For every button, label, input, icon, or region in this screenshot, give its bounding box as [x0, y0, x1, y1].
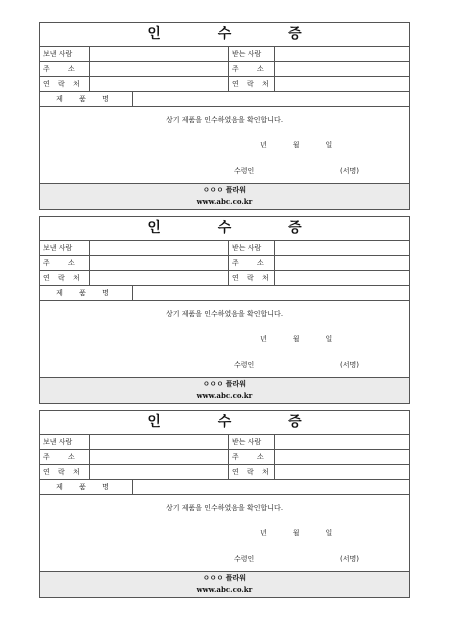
- receipt-footer: [40, 184, 409, 209]
- website-url: www.abc.co.kr: [196, 391, 253, 400]
- product-row: [40, 92, 409, 107]
- sender-contact-label: 연 락 처: [40, 465, 90, 479]
- confirmation-section: [40, 301, 409, 378]
- date-line: [260, 334, 358, 344]
- month-label: 월: [292, 335, 300, 343]
- year-label: 년: [260, 141, 267, 149]
- contact-row: [40, 77, 409, 92]
- company-name: ㅇㅇㅇ 플라워: [202, 185, 246, 194]
- sender-row: [40, 47, 409, 62]
- product-label: 제 품 명: [40, 480, 133, 494]
- receipt-form-3: [39, 410, 410, 598]
- receipt-title: 인 수 증: [40, 411, 409, 435]
- sender-field[interactable]: [90, 47, 229, 61]
- receiver-address-field[interactable]: [275, 256, 409, 270]
- product-label: 제 품 명: [40, 92, 133, 106]
- receipt-footer: [40, 572, 409, 597]
- receipt-title: 인 수 증: [40, 217, 409, 241]
- receiver-label: 받는 사람: [229, 241, 275, 255]
- website-url: www.abc.co.kr: [196, 585, 253, 594]
- year-label: 년: [260, 335, 267, 343]
- sender-address-field[interactable]: [90, 256, 229, 270]
- confirmation-section: [40, 107, 409, 184]
- receiver-address-field[interactable]: [275, 450, 409, 464]
- sender-label: 보낸 사람: [40, 435, 90, 449]
- receiver-contact-label: 연 락 처: [229, 465, 275, 479]
- recipient-label: 수령인: [234, 167, 255, 175]
- confirmation-section: [40, 495, 409, 572]
- recipient-label: 수령인: [234, 555, 255, 563]
- sender-contact-field[interactable]: [90, 77, 229, 91]
- sender-address-label: 주 소: [40, 256, 90, 270]
- product-label: 제 품 명: [40, 286, 133, 300]
- website-url: www.abc.co.kr: [196, 197, 253, 206]
- year-label: 년: [260, 529, 267, 537]
- sender-row: [40, 435, 409, 450]
- receipt-title: 인 수 증: [40, 23, 409, 47]
- sender-address-label: 주 소: [40, 450, 90, 464]
- sender-contact-field[interactable]: [90, 465, 229, 479]
- sender-label: 보낸 사람: [40, 47, 90, 61]
- signature-label: (서명): [340, 361, 359, 369]
- receiver-address-label: 주 소: [229, 450, 275, 464]
- receiver-contact-label: 연 락 처: [229, 271, 275, 285]
- sender-field[interactable]: [90, 241, 229, 255]
- product-row: [40, 480, 409, 495]
- receiver-contact-field[interactable]: [275, 465, 409, 479]
- sender-address-label: 주 소: [40, 62, 90, 76]
- product-field[interactable]: [133, 480, 409, 494]
- date-line: [260, 140, 358, 150]
- receiver-address-field[interactable]: [275, 62, 409, 76]
- sender-contact-label: 연 락 처: [40, 271, 90, 285]
- receiver-contact-label: 연 락 처: [229, 77, 275, 91]
- month-label: 월: [292, 529, 300, 537]
- confirmation-text: 상기 제품을 인수하였음을 확인합니다.: [165, 116, 284, 124]
- receiver-contact-field[interactable]: [275, 271, 409, 285]
- confirmation-text: 상기 제품을 인수하였음을 확인합니다.: [165, 310, 284, 318]
- contact-row: [40, 271, 409, 286]
- receiver-field[interactable]: [275, 47, 409, 61]
- receiver-label: 받는 사람: [229, 47, 275, 61]
- sender-contact-field[interactable]: [90, 271, 229, 285]
- sender-contact-label: 연 락 처: [40, 77, 90, 91]
- receiver-address-label: 주 소: [229, 256, 275, 270]
- month-label: 월: [292, 141, 300, 149]
- sender-field[interactable]: [90, 435, 229, 449]
- receipt-form-1: [39, 22, 410, 210]
- receiver-contact-field[interactable]: [275, 77, 409, 91]
- sender-address-field[interactable]: [90, 450, 229, 464]
- company-name: ㅇㅇㅇ 플라워: [202, 573, 246, 582]
- day-label: 일: [325, 529, 333, 537]
- product-field[interactable]: [133, 286, 409, 300]
- address-row: [40, 62, 409, 77]
- day-label: 일: [325, 141, 333, 149]
- receipt-footer: [40, 378, 409, 403]
- address-row: [40, 256, 409, 271]
- date-line: [260, 528, 358, 538]
- contact-row: [40, 465, 409, 480]
- sender-label: 보낸 사람: [40, 241, 90, 255]
- receiver-label: 받는 사람: [229, 435, 275, 449]
- address-row: [40, 450, 409, 465]
- signature-label: (서명): [340, 555, 359, 563]
- sender-address-field[interactable]: [90, 62, 229, 76]
- sender-row: [40, 241, 409, 256]
- signature-label: (서명): [340, 167, 359, 175]
- company-name: ㅇㅇㅇ 플라워: [202, 379, 246, 388]
- recipient-label: 수령인: [234, 361, 255, 369]
- receiver-field[interactable]: [275, 435, 409, 449]
- receipt-form-2: [39, 216, 410, 404]
- receiver-field[interactable]: [275, 241, 409, 255]
- receiver-address-label: 주 소: [229, 62, 275, 76]
- product-field[interactable]: [133, 92, 409, 106]
- confirmation-text: 상기 제품을 인수하였음을 확인합니다.: [165, 504, 284, 512]
- day-label: 일: [325, 335, 333, 343]
- product-row: [40, 286, 409, 301]
